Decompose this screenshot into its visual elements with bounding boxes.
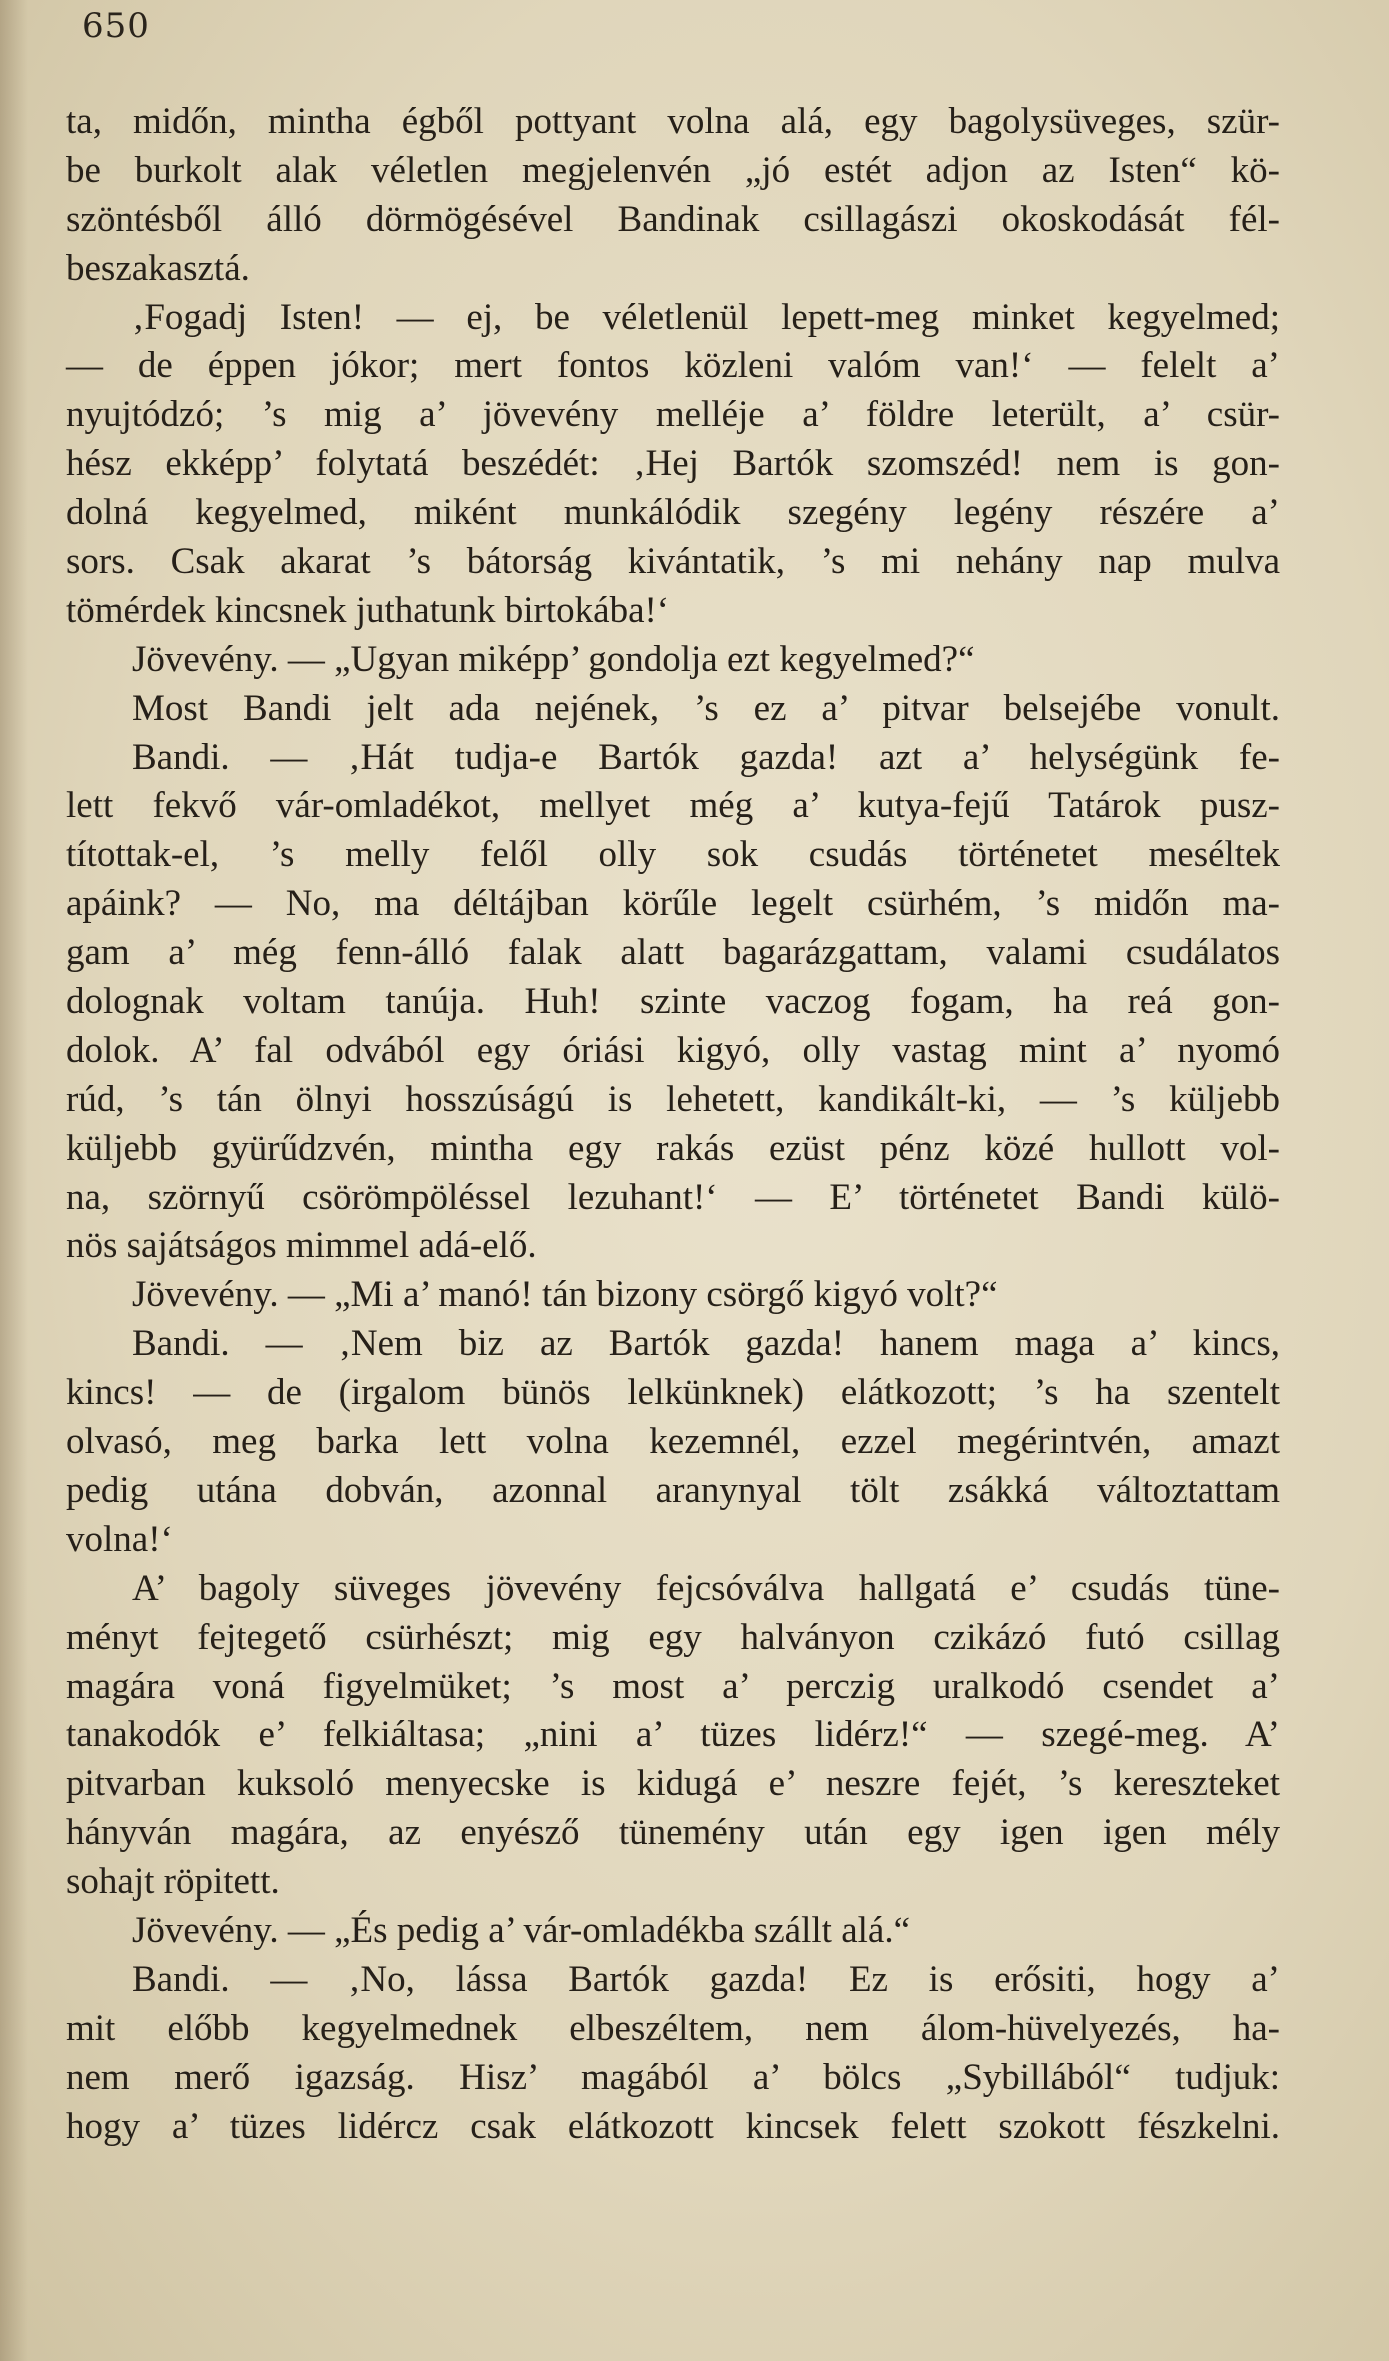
text-line: magára voná figyelmüket; ’s most a’ perczig uralkodó csendet a’ (66, 1665, 1280, 1707)
text-line: be burkolt alak véletlen megjelenvén „jó estét adjon az Isten“ kö- (66, 149, 1280, 191)
text-line: A’ bagoly süveges jövevény fejcsóválva hallgatá e’ csudás tüne- (132, 1567, 1280, 1609)
text-line: volna!‘ (66, 1518, 173, 1560)
text-line: pedig utána dobván, azonnal aranynyal tölt zsákká változtattam (66, 1469, 1280, 1511)
text-line: — de éppen jókor; mert fontos közleni valóm van!‘ — felelt a’ (66, 345, 1280, 387)
text-line: Bandi. — ‚Nem biz az Bartók gazda! hanem maga a’ kincs, (132, 1323, 1280, 1365)
text-line: pitvarban kuksoló menyecske is kidugá e’ neszre fejét, ’s kereszteket (66, 1763, 1280, 1805)
body-text (66, 98, 1280, 2151)
text-line: gam a’ még fenn-álló falak alatt bagarázgattam, valami csudálatos (66, 932, 1280, 974)
text-line: Bandi. — ‚No, lássa Bartók gazda! Ez is erősiti, hogy a’ (132, 1958, 1280, 2000)
text-line: sors. Csak akarat ’s bátorság kivántatik, ’s mi nehány nap mulva (66, 541, 1280, 583)
text-line: ta, midőn, mintha égből pottyant volna alá, egy bagolysüveges, szür- (66, 101, 1280, 142)
text-line: ‚Fogadj Isten! — ej, be véletlenül lepett-meg minket kegyelmed; (132, 296, 1280, 338)
text-line: küljebb gyürűdzvén, mintha egy rakás ezüst pénz közé hullott vol- (66, 1127, 1280, 1169)
text-line: szöntésből álló dörmögésével Bandinak csillagászi okoskodását fél- (66, 198, 1280, 240)
text-line: Most Bandi jelt ada nejének, ’s ez a’ pitvar belsejébe vonult. (132, 687, 1280, 729)
text-line: hész ekképp’ folytatá beszédét: ‚Hej Bartók szomszéd! nem is gon- (66, 443, 1280, 485)
text-line: nös sajátságos mimmel adá-elő. (66, 1225, 537, 1267)
text-line: Bandi. — ‚Hát tudja-e Bartók gazda! azt a’ helységünk fe- (132, 736, 1280, 778)
text-line: ményt fejtegető csürhészt; mig egy halványon czikázó futó csillag (66, 1616, 1280, 1658)
text-line: títottak-el, ’s melly felől olly sok csudás történetet meséltek (66, 834, 1280, 876)
text-line: hogy a’ tüzes lidércz csak elátkozott kincsek felett szokott fészkelni. (66, 2105, 1280, 2147)
page-number: 650 (82, 6, 150, 46)
text-line: sohajt röpitett. (66, 1861, 280, 1903)
text-line: hányván magára, az enyésző tünemény után egy igen igen mély (66, 1812, 1280, 1854)
text-line: kincs! — de (irgalom bünös lelkünknek) elátkozott; ’s ha szentelt (66, 1372, 1280, 1414)
text-line: lett fekvő vár-omladékot, mellyet még a’ kutya-fejű Tatárok pusz- (66, 785, 1280, 827)
text-line: tömérdek kincsnek juthatunk birtokába!‘ (66, 589, 670, 631)
text-line: rúd, ’s tán ölnyi hosszúságú is lehetett, kandikált-ki, — ’s küljebb (66, 1078, 1280, 1120)
page-binding-shadow (0, 0, 28, 2361)
text-line: mit előbb kegyelmednek elbeszéltem, nem álom-hüvelyezés, ha- (66, 2007, 1280, 2049)
text-line: nem merő igazság. Hisz’ magából a’ bölcs „Sybillából“ tudjuk: (66, 2056, 1280, 2098)
text-line: nyujtódzó; ’s mig a’ jövevény melléje a’ földre leterült, a’ csür- (66, 394, 1280, 436)
text-line: beszakasztá. (66, 247, 250, 289)
text-line: dolognak voltam tanúja. Huh! szinte vaczog fogam, ha reá gon- (66, 981, 1280, 1023)
text-line: Jövevény. — „És pedig a’ vár-omladékba szállt alá.“ (132, 1909, 910, 1951)
text-line: apáink? — No, ma déltájban körűle legelt csürhém, ’s midőn ma- (66, 883, 1280, 925)
text-line: Jövevény. — „Mi a’ manó! tán bizony csörgő kigyó volt?“ (132, 1274, 998, 1316)
text-line: dolok. A’ fal odvából egy óriási kigyó, olly vastag mint a’ nyomó (66, 1029, 1280, 1071)
text-line: olvasó, meg barka lett volna kezemnél, ezzel megérintvén, amazt (66, 1421, 1280, 1463)
text-line: dolná kegyelmed, miként munkálódik szegény legény részére a’ (66, 492, 1280, 534)
text-line: Jövevény. — „Ugyan miképp’ gondolja ezt kegyelmed?“ (132, 638, 975, 680)
text-line: tanakodók e’ felkiáltasa; „nini a’ tüzes lidérz!“ — szegé-meg. A’ (66, 1714, 1280, 1756)
text-line: na, szörnyű csörömpöléssel lezuhant!‘ — E’ történetet Bandi külö- (66, 1176, 1280, 1218)
